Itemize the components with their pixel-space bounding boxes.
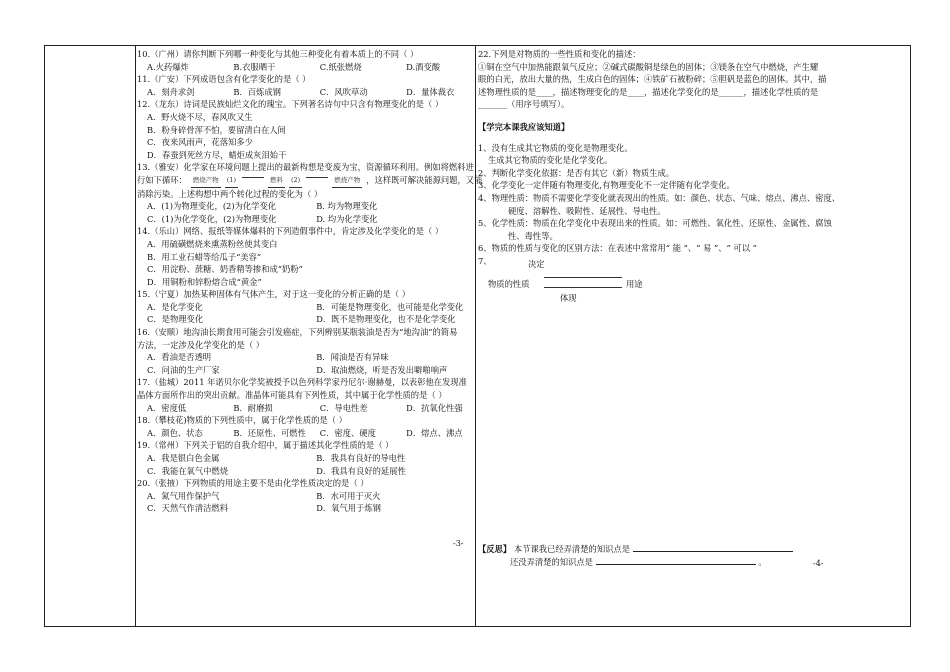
summary-point: 4、物理性质：物质不需要化学变化就表现出的性质。如：颜色、状态、气味、熔点、沸点、密度、: [478, 192, 841, 203]
option: C．风吹草动: [319, 86, 368, 97]
option: C．导电性差: [319, 402, 368, 413]
option: A．密度低: [147, 402, 187, 413]
option: B．我具有良好的导电性: [316, 453, 406, 463]
option: A．野火烧不尽，春风吹又生: [147, 111, 253, 122]
diagram-left-label: 物质的性质: [488, 278, 530, 289]
option: A.火药爆炸: [147, 61, 189, 72]
question-13: 13.（雅安）化学家在环境问题上提出的最新构想是变废为宝，资源循环利用。例如将燃料进 行如下循环： 燃烧产物 (1) 燃料 (2) 燃烧产物 ，这样既可解决能源问题，又能 消除污染。上述构想中两个转化过程的变化为（ ） A．(1)为物理变化，(2)为化学变化 B. 均为物理变化 C．(1)为化学变化，(2)为物理变化 D. 均为化学变化: [137, 161, 507, 225]
option: A．(1)为物理变化，(2)为化学变化: [147, 201, 277, 212]
summary-point: 7、: [478, 255, 492, 266]
summary-point: 性、毒性等。: [508, 230, 558, 241]
option: C.纸张燃烧: [319, 61, 362, 72]
summary-point: 6、物质的性质与变化的区别方法：在表述中常常用“ 能 ”、“ 易 ”、“ 可以 ”: [478, 243, 757, 254]
answer-blank[interactable]: [596, 555, 756, 565]
option: D．量体裁衣: [406, 86, 455, 97]
left-margin-line: [135, 46, 136, 626]
summary-point: 硬度、溶解性、吸附性、延展性、导电性。: [508, 205, 666, 216]
diagram-top-label: 决定: [528, 258, 545, 269]
question-16: 16.（安顺）地沟油长期食用可能会引发癌症，下列辨别某瓶装油是否为“地沟油”的简易 方法，一定涉及化学变化的是（ ） A．看油是否透明 B．闻油是否有异味 C．问油的生产厂家 D．取油燃烧，听是否发出噼啪响声: [137, 326, 507, 376]
summary-points: [478, 142, 898, 268]
option: D．用铜粉和锌粉熔合成“黄金”: [147, 276, 262, 287]
option: C．天然气作清洁燃料: [147, 503, 229, 514]
summary-point: 生成其它物质的变化是化学变化。: [488, 155, 613, 166]
option: D．我具有良好的延展性: [316, 465, 406, 476]
option: A．颜色、状态: [147, 427, 203, 438]
question-15: 15.（宁夏）加热某种固体有气体产生，对于这一变化的分析正确的是（ ） A．是化学变化 B．可能是物理变化，也可能是化学变化 C．是物理变化 D．既不是物理变化，也不是化学变化: [137, 288, 507, 326]
option: D．熔点、沸点: [406, 427, 463, 438]
question-18: 18.（攀枝花)物质的下列性质中，属于化学性质的是（ ） A．颜色、状态 B．还原性、可燃性 C．密度、硬度 D．熔点、沸点: [137, 414, 507, 439]
question-22: 22.下列是对物质的一些性质和变化的描述： ①铜在空气中加热能跟氧气反应；②碱式碳酸铜是绿色的固体；③镁条在空气中燃烧，产生耀 眼的白光，放出大量的热，生成白色的固体；④铁矿石被粉碎；⑤胆矾是蓝色的固体。其中，描 述物理性质的是____，描述物理变化的是____，描述化学变化的是______，描述化学性质的是 _______（用序号填写）。: [478, 49, 827, 110]
question-20: 20.（张掖）下列物质的用途主要不是由化学性质决定的是（ ） A．氮气用作保护气 B．水可用于灭火 C．天然气作清洁燃料 D．氧气用于炼钢: [137, 477, 507, 515]
option: A．看油是否透明: [147, 352, 212, 363]
option: B．水可用于灭火: [316, 490, 381, 501]
option: A．刻舟求剑: [147, 86, 195, 97]
option: C．问油的生产厂家: [147, 364, 220, 375]
option: A．是化学变化: [147, 301, 203, 312]
option: A．用硫磺燃烧来熏蒸粉丝使其变白: [147, 238, 278, 249]
diagram-arrow-bottom: [544, 287, 622, 288]
option: B. 均为物理变化: [316, 201, 378, 212]
chain-step: (1): [225, 174, 238, 188]
option: B．可能是物理变化，也可能是化学变化: [316, 301, 464, 312]
worksheet-sheet: [44, 45, 911, 627]
chain-node: 燃烧产物: [332, 174, 362, 188]
summary-point: 2、判断化学变化依据：是否有其它（新）物质生成。: [478, 167, 675, 178]
option: D. 均为化学变化: [316, 213, 378, 224]
question-14: 14.（乐山）网络、报纸等媒体爆料的下列造假事件中，肯定涉及化学变化的是（ ） A．用硫磺燃烧来熏蒸粉丝使其变白 B．用工业石蜡等给瓜子“美容” C．用淀粉、蔗糖、奶香精等掺和成“奶粉” D．用铜粉和锌粉熔合成“黄金”: [137, 225, 507, 288]
option: B．耐磨损: [233, 402, 273, 413]
chain-node: 燃料: [268, 174, 285, 188]
question-10: 10.（广州）请你判断下列哪一种变化与其他三种变化有着本质上的不同（ ） A.火药爆炸 B.衣服晒干 C.纸张燃烧 D.酒变酸: [137, 48, 507, 73]
section-title: 【学完本课我应该知道】: [478, 121, 570, 132]
property-use-diagram: [488, 258, 898, 316]
option: C．我能在氧气中燃烧: [147, 465, 229, 476]
chain-arrow: [242, 177, 264, 178]
diagram-right-label: 用途: [626, 278, 643, 289]
option: D．春蚕到死丝方尽，蜡炬成灰泪始干: [147, 149, 287, 160]
option: D．取油燃烧，听是否发出噼啪响声: [316, 364, 448, 375]
question-17: 17.（盐城）2011 年诺贝尔化学奖被授予以色列科学家丹尼尔·谢赫曼，以表彰他在发现准 晶体方面所作出的突出贡献。准晶体可能具有下列性质，其中属于化学性质的是（ ） A．密度低 B．耐磨损 C．导电性差 D．抗氧化性强: [137, 376, 507, 414]
page-number-right: -4-: [813, 559, 824, 568]
left-column: [137, 48, 507, 515]
summary-point: 5、化学性质：物质在化学变化中表现出来的性质。如：可燃性、氧化性、还原性、金属性、腐蚀: [478, 218, 832, 229]
chain-node: 燃烧产物: [191, 174, 221, 188]
option: C．是物理变化: [147, 314, 204, 325]
option: B.衣服晒干: [233, 61, 276, 72]
option: C．(1)为化学变化，(2)为物理变化: [147, 213, 277, 224]
question-19: 19.（常州）下列关于铝的自我介绍中，属于描述其化学性质的是（ ） A．我是银白色金属 B．我具有良好的导电性 C．我能在氧气中燃烧 D．我具有良好的延展性: [137, 439, 507, 477]
option: B．还原性、可燃性: [233, 427, 306, 438]
option: B．用工业石蜡等给瓜子“美容”: [147, 251, 262, 262]
chain-arrow: [306, 177, 328, 178]
page-number-left: -3-: [453, 539, 464, 548]
question-11: 11.（广安）下列成语包含有化学变化的是（ ） A．刻舟求剑 B．百炼成钢 C．风吹草动 D．量体裁衣: [137, 73, 507, 98]
option: A．我是银白色金属: [147, 453, 220, 463]
option: B．粉身碎骨浑不怕，要留清白在人间: [147, 124, 286, 135]
option: D.酒变酸: [406, 61, 441, 72]
option: B．百炼成钢: [233, 86, 281, 97]
option: C．用淀粉、蔗糖、奶香精等掺和成“奶粉”: [147, 264, 303, 275]
reflection: 【反思】 本节课我已经弄清楚的知识点是 还没弄清楚的知识点是 。: [478, 542, 898, 569]
summary-point: 1、没有生成其它物质的变化是物理变化。: [478, 142, 633, 153]
diagram-arrow-top: [544, 277, 622, 278]
option: A．氮气用作保护气: [147, 490, 220, 501]
option: C．密度、硬度: [319, 427, 376, 438]
option: D．抗氧化性强: [406, 402, 463, 413]
option: D．氧气用于炼钢: [316, 503, 381, 514]
option: D．既不是物理变化，也不是化学变化: [316, 314, 456, 325]
chain-step: (2): [289, 174, 302, 188]
diagram-bottom-label: 体现: [560, 292, 577, 303]
summary-point: 3、化学变化一定伴随有物理变化,有物理变化不一定伴随有化学变化。: [478, 180, 735, 191]
option: C．夜来风雨声，花落知多少: [147, 137, 253, 148]
question-12: 12.（龙东）诗词是民族灿烂文化的瑰宝。下列著名诗句中只含有物理变化的是（ ） A．野火烧不尽，春风吹又生 B．粉身碎骨浑不怕，要留清白在人间 C．夜来风雨声，花落知多少 D．春蚕到死丝方尽，蜡炬成灰泪始干: [137, 98, 507, 161]
option: B．闻油是否有异味: [316, 352, 389, 363]
reflection-label: 【反思】: [478, 543, 512, 554]
right-column: [478, 48, 898, 569]
answer-blank[interactable]: [633, 542, 793, 552]
